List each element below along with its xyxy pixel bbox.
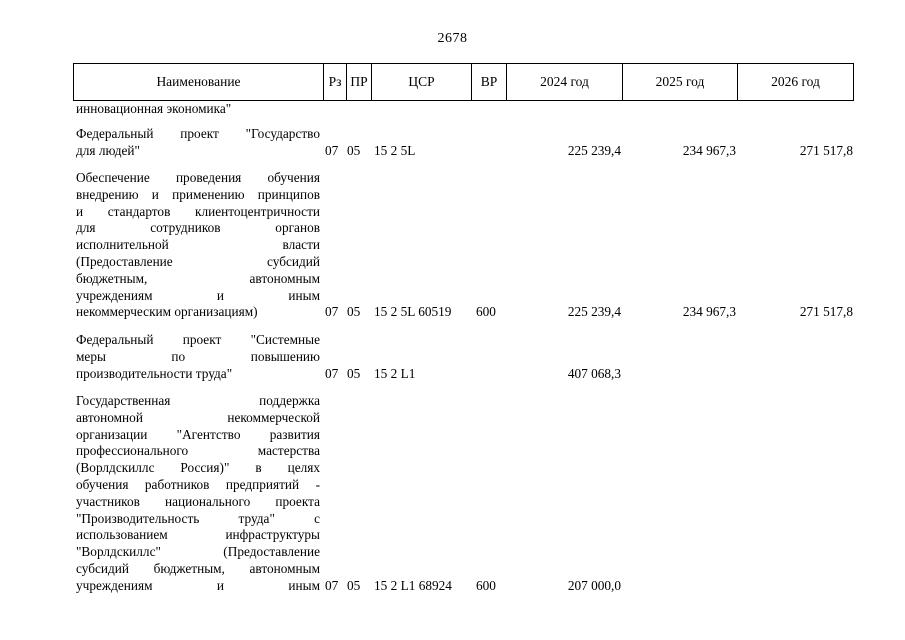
row-2024: 225 239,4 [567, 142, 621, 158]
row-name-line: некоммерческим организациям) [76, 304, 258, 320]
header-2025: 2025 год [623, 64, 738, 101]
row-name-line: организации "Агентство развития [76, 426, 320, 442]
row-name-line: использованием инфраструктуры [76, 527, 320, 543]
row-name-line: производительности труда" [76, 365, 233, 381]
row-name-line: бюджетным, автономным [76, 270, 320, 286]
row-name-line: для людей" [76, 142, 140, 158]
row-name-line: исполнительной власти [76, 237, 320, 253]
row-name-line: "Ворлдскиллс" (Предоставление [76, 544, 320, 560]
row-pr: 05 [347, 304, 361, 320]
row-2026: 271 517,8 [799, 304, 853, 320]
row-csr: 15 2 5L 60519 [374, 304, 452, 320]
row-rz: 07 [325, 365, 339, 381]
row-name-line: и стандартов клиентоцентричности [76, 203, 320, 219]
row-name-line: (Предоставление субсидий [76, 253, 320, 269]
row-name [76, 126, 320, 160]
row-pr: 05 [347, 577, 361, 593]
row-csr: 15 2 L1 68924 [374, 577, 452, 593]
row-pr: 05 [347, 365, 361, 381]
row-name-line: профессионального мастерства [76, 443, 320, 459]
row-pr: 05 [347, 142, 361, 158]
row-rz: 07 [325, 304, 339, 320]
row-name-line: Обеспечение проведения обучения [76, 170, 320, 185]
row-name-line: Федеральный проект "Системные [76, 332, 320, 347]
header-name: Наименование [74, 64, 324, 101]
row-2024: 225 239,4 [567, 304, 621, 320]
row-vr: 600 [476, 577, 496, 593]
row-name-line: автономной некоммерческой [76, 409, 320, 425]
row-name-line: участников национального проекта [76, 493, 320, 509]
row-name-line: Государственная поддержка [76, 393, 320, 408]
header-vr: ВР [472, 64, 507, 101]
row-vr: 600 [476, 304, 496, 320]
row-name-line: меры по повышению [76, 348, 320, 364]
row-name [76, 101, 320, 118]
row-name-line: учреждениям и иным [76, 287, 320, 303]
row-2025: 234 967,3 [682, 304, 736, 320]
row-2024: 407 068,3 [567, 365, 621, 381]
row-name-line: учреждениям и иным [76, 577, 320, 593]
row-csr: 15 2 5L [374, 142, 416, 158]
row-rz: 07 [325, 142, 339, 158]
row-name-line: субсидий бюджетным, автономным [76, 560, 320, 576]
row-name-line: для сотрудников органов [76, 220, 320, 236]
row-name [76, 170, 320, 321]
row-csr: 15 2 L1 [374, 365, 416, 381]
row-name [76, 393, 320, 595]
row-name-line: (Ворлдскиллс Россия)" в целях [76, 460, 320, 476]
row-2024: 207 000,0 [567, 577, 621, 593]
header-2026: 2026 год [738, 64, 854, 101]
header-2024: 2024 год [507, 64, 623, 101]
table-header [73, 63, 854, 101]
header-csr: ЦСР [372, 64, 472, 101]
row-2026: 271 517,8 [799, 142, 853, 158]
header-pr: ПР [347, 64, 372, 101]
row-name [76, 332, 320, 382]
row-name-line: инновационная экономика" [76, 101, 232, 116]
row-2025: 234 967,3 [682, 142, 736, 158]
header-rz: Рз [324, 64, 347, 101]
page-number: 2678 [437, 31, 468, 46]
row-name-line: обучения работников предприятий - [76, 476, 320, 492]
row-name-line: внедрению и применению принципов [76, 186, 320, 202]
row-name-line: "Производительность труда" с [76, 510, 320, 526]
row-rz: 07 [325, 577, 339, 593]
row-name-line: Федеральный проект "Государство [76, 126, 320, 141]
